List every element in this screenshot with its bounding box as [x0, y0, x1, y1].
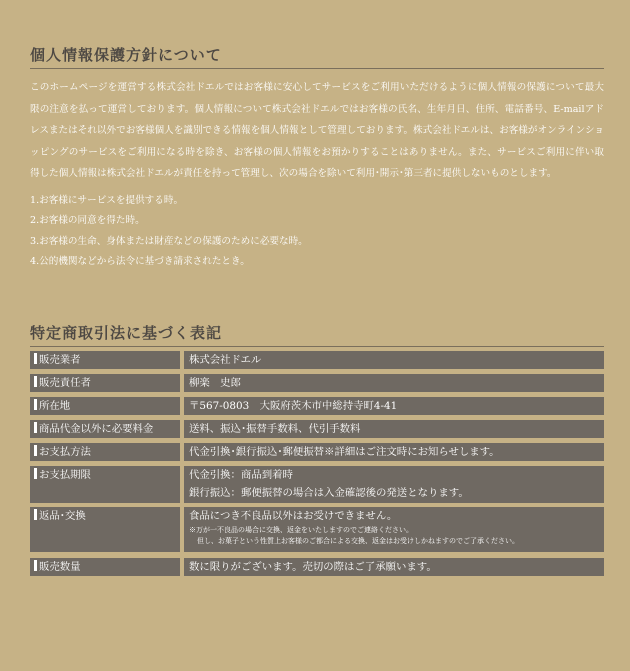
row-note: ※万が一不良品の場合に交換、返金をいたしますのでご連絡ください。: [189, 526, 413, 534]
bullet-bar: [34, 509, 37, 520]
bullet-bar: [34, 376, 37, 387]
row-value: 数に限りがございます。売切の際はご了承願います。: [184, 558, 604, 576]
list-item: 1.お客様にサービスを提供する時。: [30, 194, 184, 206]
row-value: 〒567-0803 大阪府茨木市中総持寺町4-41: [184, 397, 604, 415]
table-row: [30, 420, 604, 438]
row-label: お支払期限: [39, 469, 91, 481]
privacy-list: [30, 191, 604, 273]
list-item: 3.お客様の生命、身体または財産などの保護のために必要な時。: [30, 235, 308, 247]
privacy-paragraph: このホームページを運営する株式会社ドエルではお客様に安心してサービスをご利用いただけるように個人情報の保護について最大限の注意を払って運営しております。個人情報について株式会社ドエルではお客様の氏名、生年月日、住所、電話番号、E-mailアドレスまたはそれ以外でお客様個人を識別できる情報を個人情報として管理しております。株式会社ドエルは、お客様がオンラインショッピングのサービスをご利用になる時を除き、お客様の個人情報をお預かりすることはありません。また、サービスご利用に伴い取得した個人情報は株式会社ドエルが責任を持って管理し、次の場合を除いて利用･開示･第三者に提供しないものとします。: [30, 82, 604, 179]
row-value: 代金引換･銀行振込･郵便振替※詳細はご注文時にお知らせします。: [184, 443, 604, 461]
row-label: 販売数量: [39, 561, 81, 573]
bullet-bar: [34, 422, 37, 433]
row-value-2: 銀行振込：郵便振替の場合は入金確認後の発送となります。: [189, 487, 469, 499]
row-value: 代金引換：商品到着時: [189, 469, 293, 481]
privacy-section: [30, 44, 604, 273]
row-value: 送料、振込･振替手数料、代引手数料: [184, 420, 604, 438]
law-heading: 特定商取引法に基づく表記: [30, 322, 604, 347]
row-label: 商品代金以外に必要料金: [39, 423, 154, 435]
privacy-heading: 個人情報保護方針について: [30, 44, 604, 69]
bullet-bar: [34, 468, 37, 479]
list-item: 2.お客様の同意を得た時。: [30, 215, 145, 227]
bullet-bar: [34, 445, 37, 456]
bullet-bar: [34, 399, 37, 410]
row-label: 所在地: [39, 400, 71, 412]
row-label: お支払方法: [39, 446, 91, 458]
table-row: [30, 397, 604, 415]
row-value: 食品につき不良品以外はお受けできません。: [189, 510, 398, 522]
law-section: [30, 322, 604, 347]
row-label: 販売業者: [39, 354, 81, 366]
row-note: 但し、お菓子という性質上お客様のご都合による交換、返金はお受けしかねますのでご了承ください。: [197, 537, 519, 545]
list-item: 4.公的機関などから法令に基づき請求されたとき。: [30, 256, 250, 268]
table-row: [30, 558, 604, 576]
bullet-bar: [34, 560, 37, 571]
row-label: 返品･交換: [39, 510, 86, 522]
table-row: [30, 374, 604, 392]
bullet-bar: [34, 353, 37, 364]
table-row: [30, 507, 604, 552]
row-label: 販売責任者: [39, 377, 91, 389]
row-value: 柳楽 史郎: [184, 374, 604, 392]
table-row: [30, 443, 604, 461]
row-value: 株式会社ドエル: [184, 351, 604, 369]
table-row: [30, 466, 604, 503]
table-row: [30, 351, 604, 369]
